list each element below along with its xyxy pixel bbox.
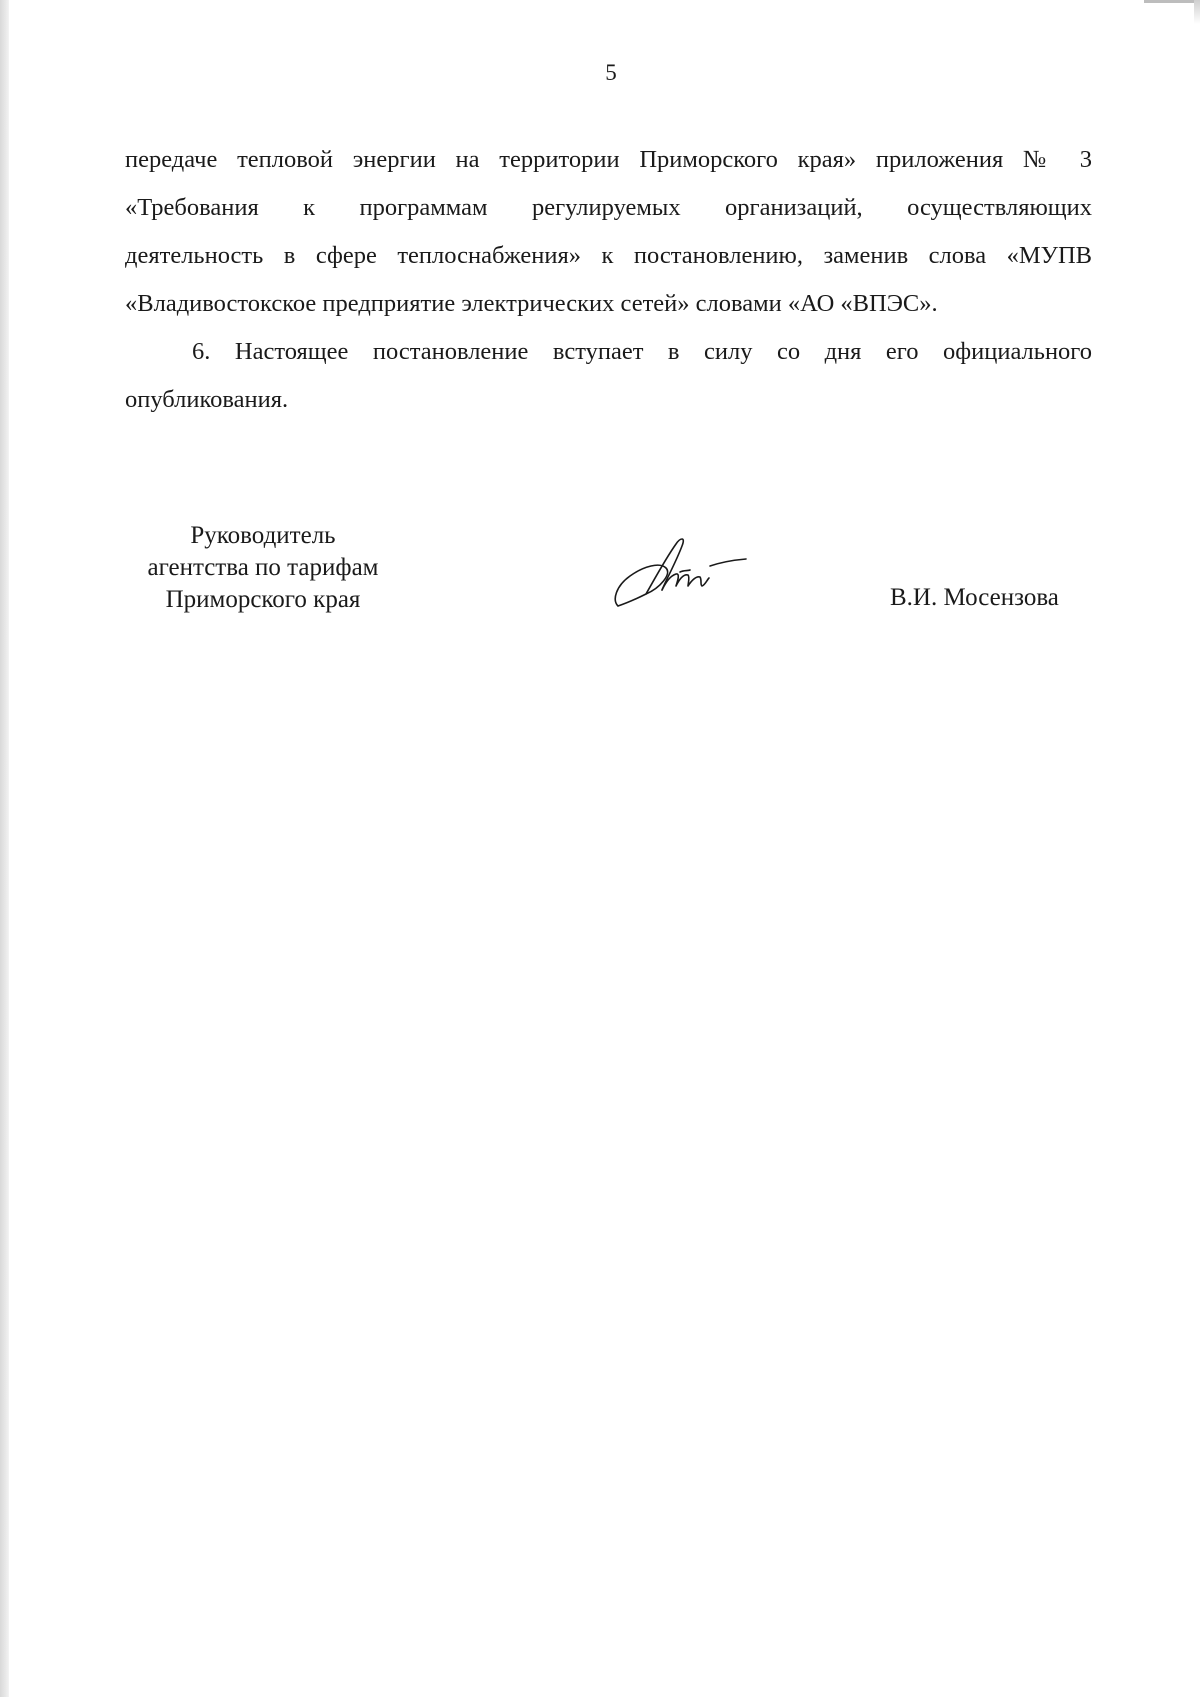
text-line: опубликования. xyxy=(125,386,289,413)
document-body xyxy=(125,136,1092,424)
text-line: передаче тепловой энергии на территории Приморского края» приложения № 3 xyxy=(125,146,1092,173)
paragraph-5-continuation xyxy=(125,136,1092,328)
signer-position-line: Приморского края xyxy=(165,586,361,613)
scan-edge-right xyxy=(1194,0,1200,24)
signer-name: В.И. Мосензова xyxy=(890,584,1059,611)
text-line: «Требования к программам регулируемых организаций, осуществляющих xyxy=(125,194,1092,221)
handwritten-signature-icon xyxy=(610,528,750,618)
text-line: 6. Настоящее постановление вступает в силу со дня его официального xyxy=(192,338,1092,365)
signer-position-line: Руководитель xyxy=(190,522,336,549)
paragraph-6 xyxy=(125,328,1092,424)
text-line: деятельность в сфере теплоснабжения» к постановлению, заменив слова «МУПВ xyxy=(125,242,1092,269)
signer-position-line: агентства по тарифам xyxy=(147,554,379,581)
scan-edge-top xyxy=(1144,0,1200,3)
scan-edge-left xyxy=(0,0,9,1697)
text-line: «Владивостокское предприятие электрических сетей» словами «АО «ВПЭС». xyxy=(125,290,938,317)
page-number: 5 xyxy=(605,60,617,85)
signer-position xyxy=(118,520,408,616)
